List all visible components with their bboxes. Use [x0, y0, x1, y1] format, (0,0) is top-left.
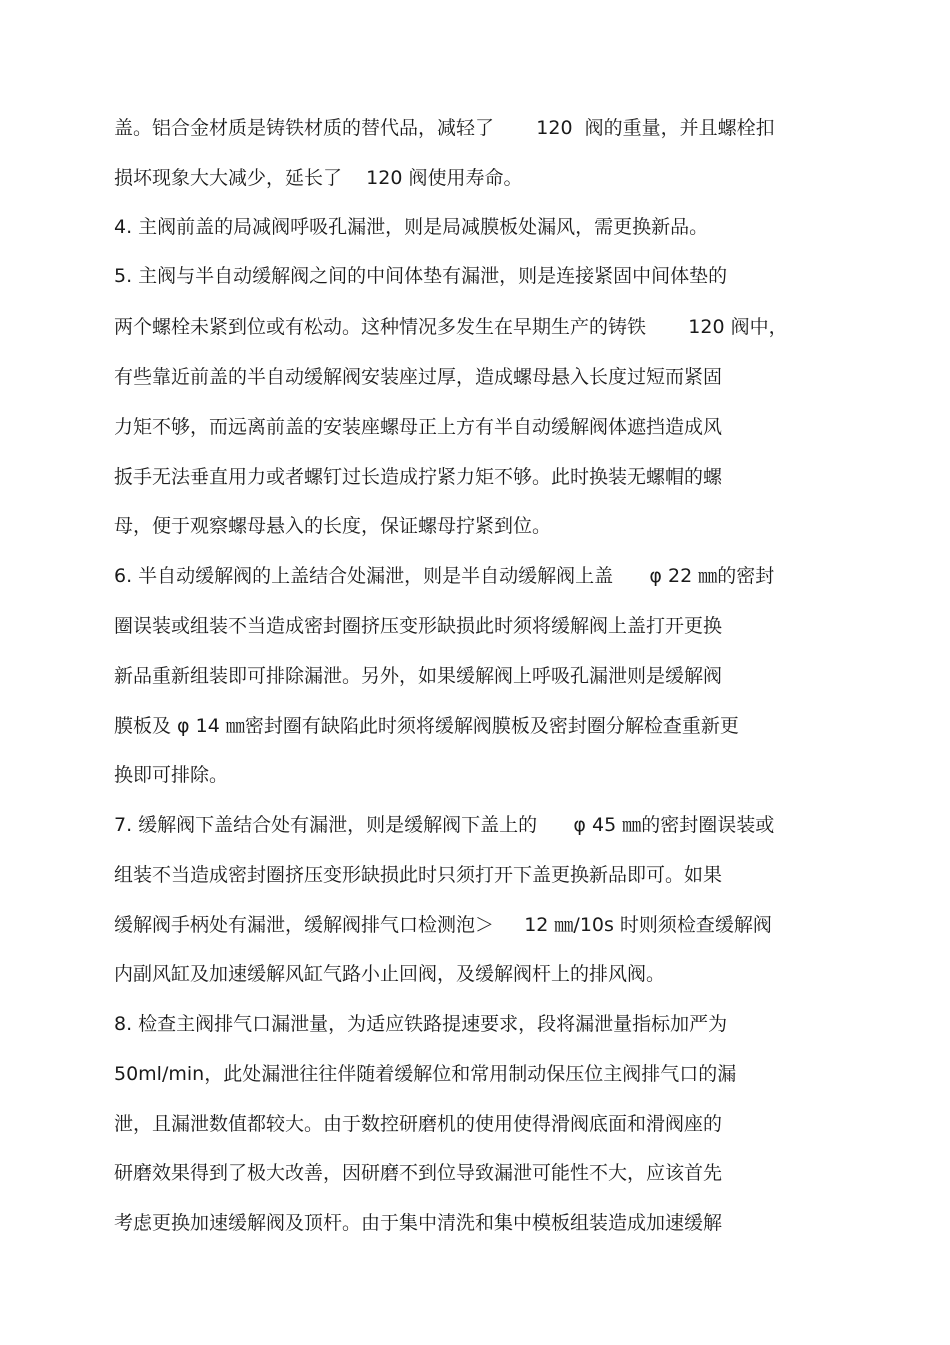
- text-line: 新品重新组装即可排除漏泄。另外，如果缓解阀上呼吸孔漏泄则是缓解阀: [114, 665, 723, 687]
- text-line: 内副风缸及加速缓解风缸气路小止回阀，及缓解阀杆上的排风阀。: [114, 963, 666, 985]
- text-line: 缓解阀手柄处有漏泄，缓解阀排气口检测泡＞ 12 ㎜/10s 时则须检查缓解阀: [114, 914, 772, 936]
- text-line: 扳手无法垂直用力或者螺钉过长造成拧紧力矩不够。此时换装无螺帽的螺: [114, 466, 723, 488]
- text-line: 损坏现象大大减少，延长了 120 阀使用寿命。: [114, 167, 523, 189]
- text-line: 力矩不够，而远离前盖的安装座螺母正上方有半自动缓解阀体遮挡造成风: [114, 416, 723, 438]
- text-line: 5. 主阀与半自动缓解阀之间的中间体垫有漏泄，则是连接紧固中间体垫的: [114, 265, 728, 287]
- text-line: 母，便于观察螺母悬入的长度，保证螺母拧紧到位。: [114, 515, 552, 537]
- text-line: 膜板及 φ 14 ㎜密封圈有缺陷此时须将缓解阀膜板及密封圈分解检查重新更: [114, 715, 739, 737]
- text-line: 50ml/min，此处漏泄往往伴随着缓解位和常用制动保压位主阀排气口的漏: [114, 1063, 737, 1085]
- text-line: 组装不当造成密封圈挤压变形缺损此时只须打开下盖更换新品即可。如果: [114, 864, 723, 886]
- text-line: 盖。铝合金材质是铸铁材质的替代品，减轻了 120 阀的重量，并且螺栓扣: [114, 117, 775, 139]
- text-line: 8. 检查主阀排气口漏泄量，为适应铁路提速要求，段将漏泄量指标加严为: [114, 1013, 728, 1035]
- text-line: 考虑更换加速缓解阀及顶杆。由于集中清洗和集中模板组装造成加速缓解: [114, 1212, 723, 1234]
- text-line: 泄，且漏泄数值都较大。由于数控研磨机的使用使得滑阀底面和滑阀座的: [114, 1113, 723, 1135]
- text-line: 7. 缓解阀下盖结合处有漏泄，则是缓解阀下盖上的 φ 45 ㎜的密封圈误装或: [114, 814, 775, 836]
- text-line: 两个螺栓未紧到位或有松动。这种情况多发生在早期生产的铸铁 120 阀中，: [114, 316, 788, 338]
- text-line: 有些靠近前盖的半自动缓解阀安装座过厚，造成螺母悬入长度过短而紧固: [114, 366, 723, 388]
- text-line: 研磨效果得到了极大改善，因研磨不到位导致漏泄可能性不大，应该首先: [114, 1162, 723, 1184]
- text-line: 换即可排除。: [114, 764, 229, 786]
- text-line: 6. 半自动缓解阀的上盖结合处漏泄，则是半自动缓解阀上盖 φ 22 ㎜的密封: [114, 565, 775, 587]
- text-line: 圈误装或组装不当造成密封圈挤压变形缺损此时须将缓解阀上盖打开更换: [114, 615, 723, 637]
- text-line: 4. 主阀前盖的局减阀呼吸孔漏泄，则是局减膜板处漏风，需更换新品。: [114, 216, 709, 238]
